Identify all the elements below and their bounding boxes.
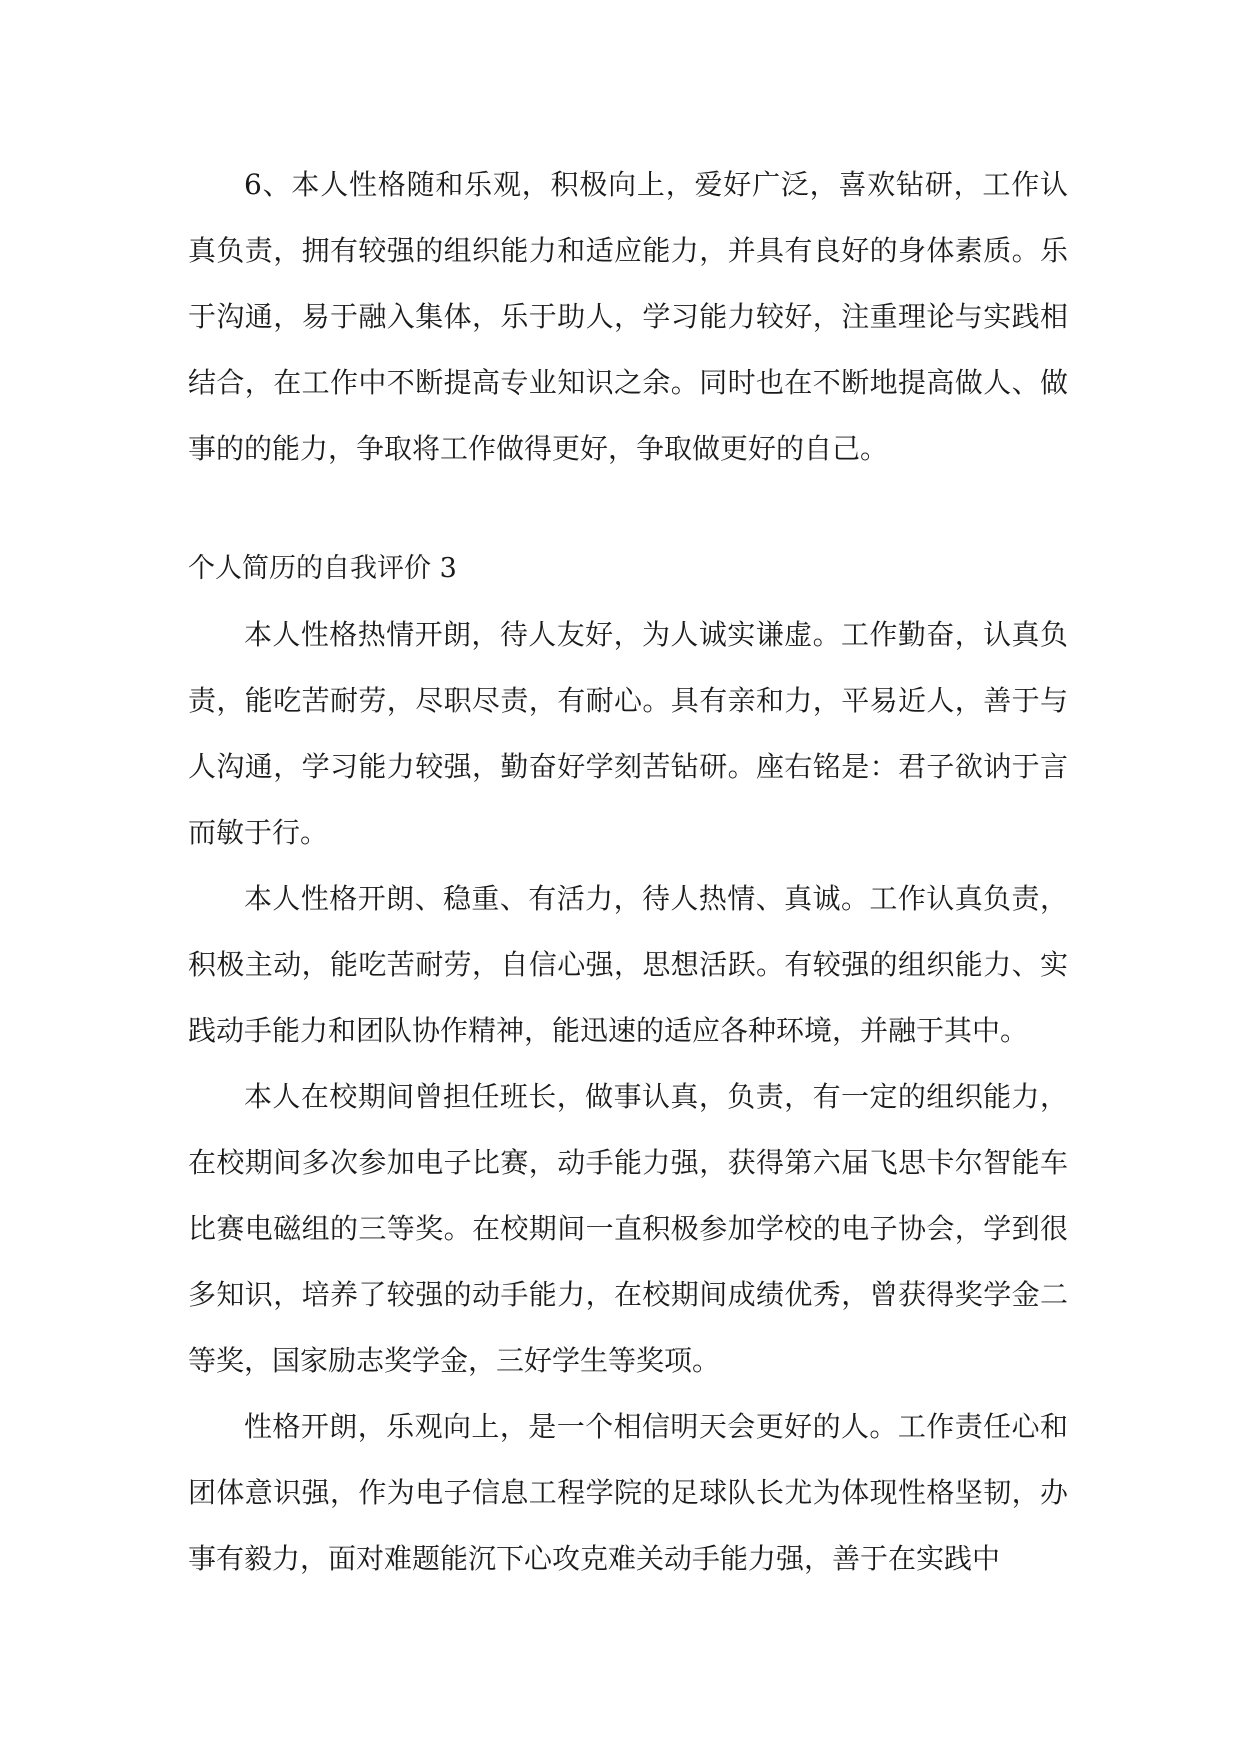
paragraph-1: 本人性格热情开朗，待人友好，为人诚实谦虚。工作勤奋，认真负责，能吃苦耐劳，尽职尽责，有耐心。具有亲和力，平易近人，善于与人沟通，学习能力较强，勤奋好学刻苦钻研。座右铭是：君子欲讷于言而敏于行。 bbox=[188, 618, 1068, 849]
document-body bbox=[188, 152, 1068, 1592]
section-spacer bbox=[188, 482, 1068, 536]
intro-paragraph: 6、本人性格随和乐观，积极向上，爱好广泛，喜欢钻研，工作认真负责，拥有较强的组织能力和适应能力，并具有良好的身体素质。乐于沟通，易于融入集体，乐于助人，学习能力较好，注重理论与实践相结合，在工作中不断提高专业知识之余。同时也在不断地提高做人、做事的的能力，争取将工作做得更好，争取做更好的自己。 bbox=[188, 168, 1068, 465]
paragraph-3: 本人在校期间曾担任班长，做事认真，负责，有一定的组织能力，在校期间多次参加电子比赛，动手能力强，获得第六届飞思卡尔智能车比赛电磁组的三等奖。在校期间一直积极参加学校的电子协会，学到很多知识，培养了较强的动手能力，在校期间成绩优秀，曾获得奖学金二等奖，国家励志奖学金，三好学生等奖项。 bbox=[188, 1080, 1068, 1377]
paragraph-2: 本人性格开朗、稳重、有活力，待人热情、真诚。工作认真负责，积极主动，能吃苦耐劳，自信心强，思想活跃。有较强的组织能力、实践动手能力和团队协作精神，能迅速的适应各种环境，并融于其中。 bbox=[188, 882, 1068, 1047]
paragraph-4: 性格开朗，乐观向上，是一个相信明天会更好的人。工作责任心和团体意识强，作为电子信息工程学院的足球队长尤为体现性格坚韧，办事有毅力，面对难题能沉下心攻克难关动手能力强，善于在实践中 bbox=[188, 1410, 1068, 1575]
section-heading: 个人简历的自我评价 3 bbox=[188, 553, 457, 584]
